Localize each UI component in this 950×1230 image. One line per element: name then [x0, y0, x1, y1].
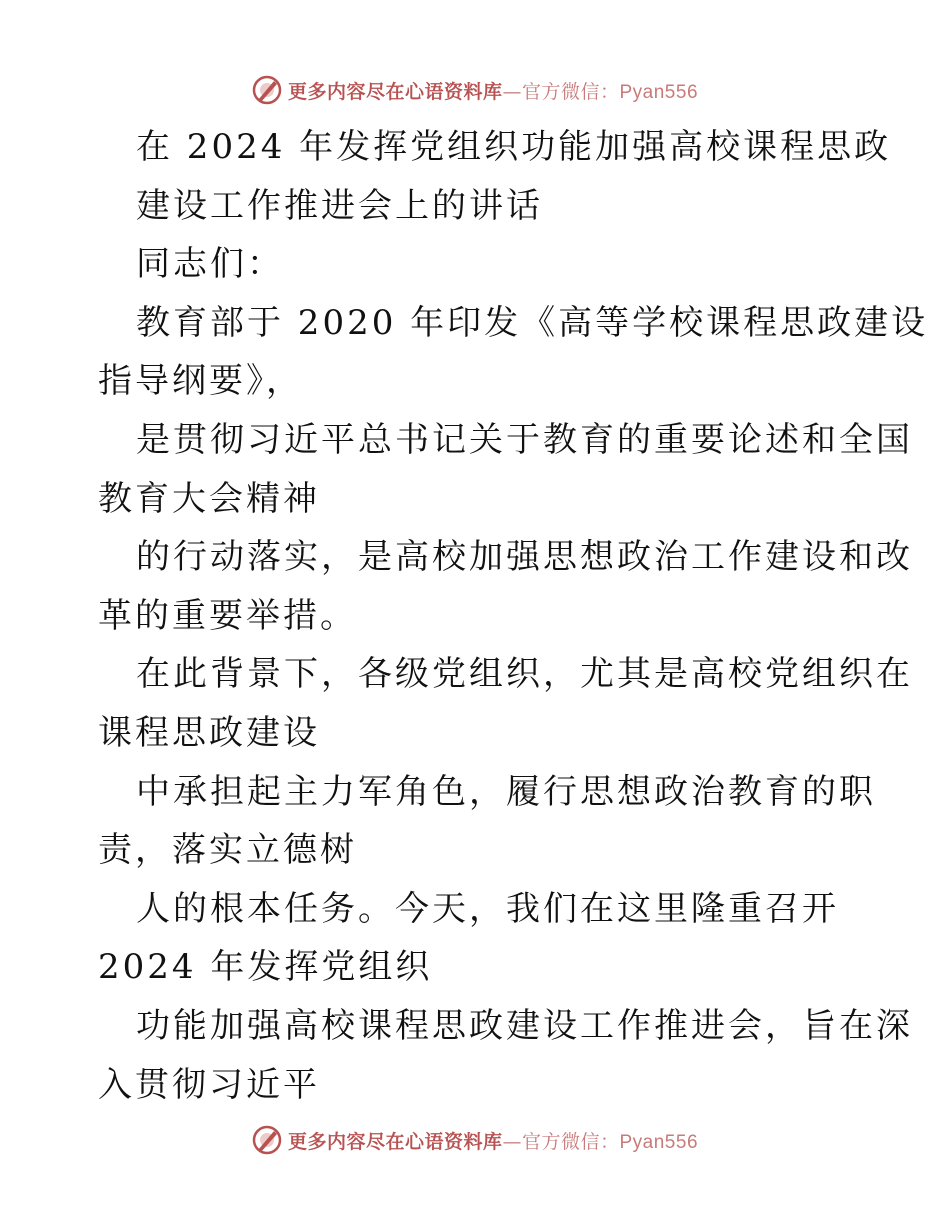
- text-line: 革的重要举措。: [98, 595, 357, 636]
- watermark-text: 更多内容尽在心语资料库—官方微信：Pyan556: [287, 1130, 699, 1153]
- text-line: 责，落实立德树: [98, 830, 357, 871]
- text-line: 教育部于 2020 年印发《高等学校课程思政建设: [136, 302, 929, 343]
- text-line: 课程思政建设: [98, 712, 320, 753]
- text-line: 的行动落实，是高校加强思想政治工作建设和改: [136, 537, 913, 578]
- text-line: 同志们：: [136, 244, 284, 285]
- text-line: 2024 年发挥党组织: [98, 947, 433, 988]
- text-line: 功能加强高校课程思政建设工作推进会，旨在深: [136, 1005, 913, 1046]
- quill-logo-icon: [252, 1125, 282, 1155]
- text-line: 指导纲要》，: [98, 361, 303, 402]
- text-line: 在 2024 年发挥党组织功能加强高校课程思政: [136, 127, 892, 167]
- text-line: 在此背景下，各级党组织，尤其是高校党组织在: [136, 654, 913, 695]
- footer-watermark: [0, 1120, 950, 1160]
- quill-logo-icon: [252, 75, 282, 105]
- document-body: [98, 118, 929, 1114]
- text-line: 人的根本任务。今天，我们在这里隆重召开: [136, 888, 839, 929]
- watermark-text: 更多内容尽在心语资料库—官方微信：Pyan556: [287, 80, 699, 103]
- text-line: 中承担起主力军角色，履行思想政治教育的职: [136, 771, 876, 812]
- text-line: 教育大会精神: [98, 478, 320, 519]
- header-watermark: [0, 70, 950, 110]
- text-line: 建设工作推进会上的讲话: [136, 185, 543, 226]
- text-line: 是贯彻习近平总书记关于教育的重要论述和全国: [136, 419, 913, 460]
- text-line: 入贯彻习近平: [98, 1064, 320, 1105]
